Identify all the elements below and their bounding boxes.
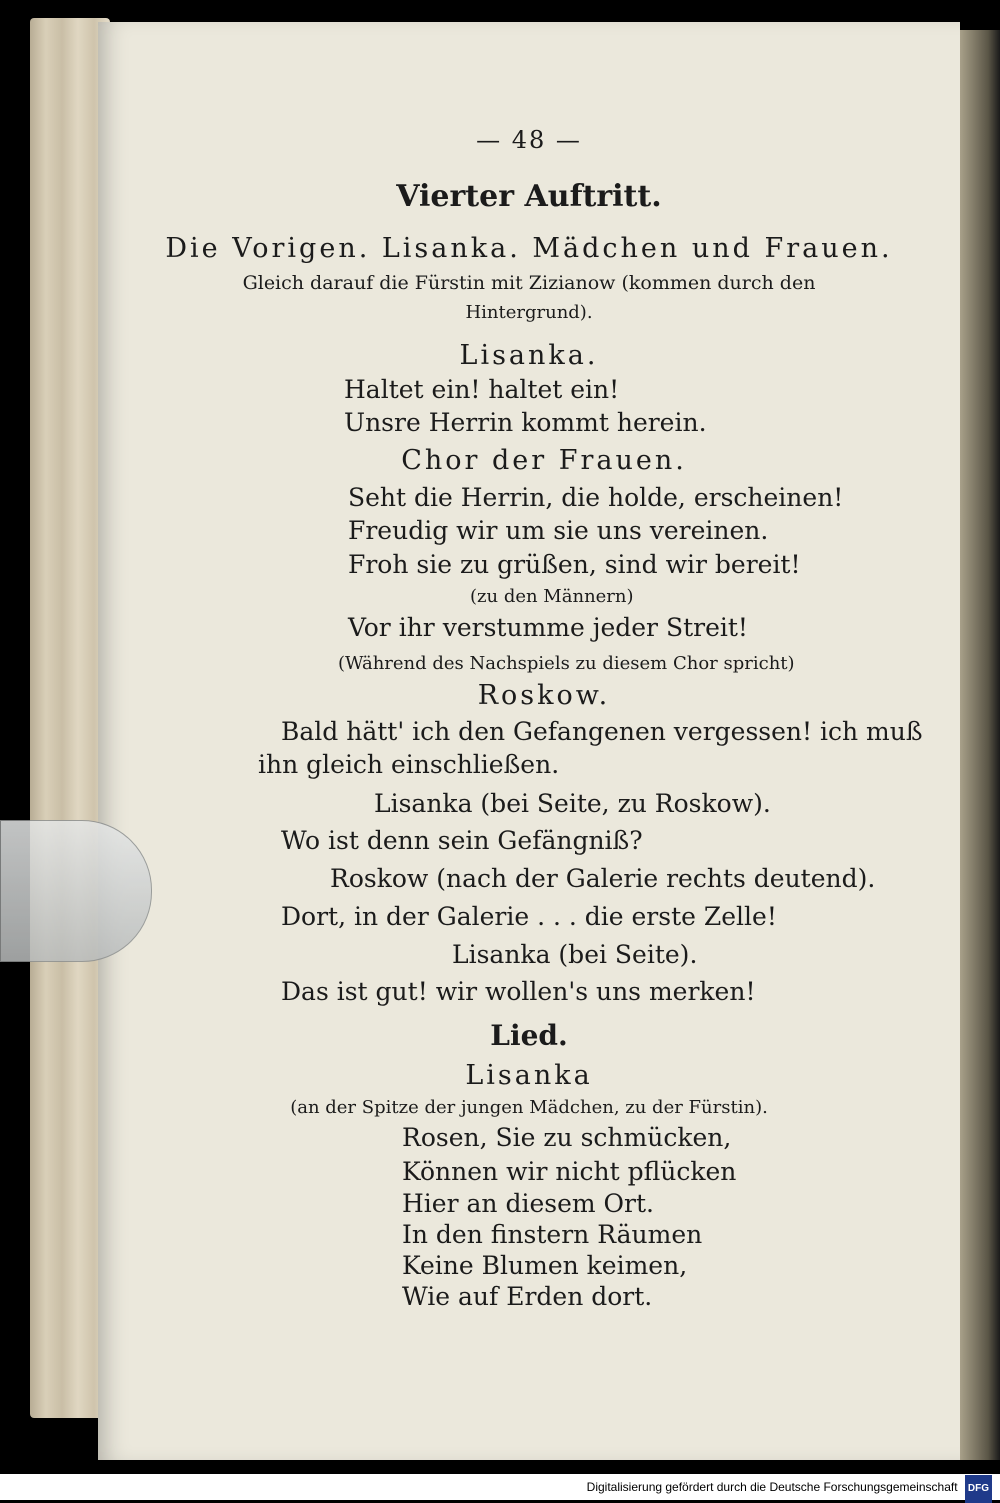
chor-line-2: Freudig wir um sie uns vereinen. <box>348 516 769 545</box>
chor-line-1: Seht die Herrin, die holde, erscheinen! <box>348 483 844 512</box>
page-clip <box>0 820 152 962</box>
page-number: — 48 — <box>476 126 582 154</box>
speaker-roskow-pointing: Roskow (nach der Galerie rechts deutend). <box>330 864 876 893</box>
book-spine-edge <box>960 30 1000 1460</box>
chor-line-3: Froh sie zu grüßen, sind wir bereit! <box>348 550 801 579</box>
lied-heading: Lied. <box>490 1019 568 1052</box>
digitization-footer <box>0 1474 1000 1500</box>
lisanka-remark: Das ist gut! wir wollen's uns merken! <box>281 977 756 1006</box>
cast-line-2: Gleich darauf die Fürstin mit Zizianow (kommen durch den <box>242 272 816 294</box>
chor-direction: (zu den Männern) <box>470 586 634 607</box>
cast-line-1: Die Vorigen. Lisanka. Mädchen und Frauen. <box>165 233 893 264</box>
speaker-roskow: Roskow. <box>477 680 611 711</box>
roskow-answer: Dort, in der Galerie . . . die erste Zelle! <box>281 902 777 931</box>
lied-direction: (an der Spitze der jungen Mädchen, zu der Fürstin). <box>290 1097 768 1118</box>
roskow-line-1: Bald hätt' ich den Gefangenen vergessen! ich muß <box>281 717 923 746</box>
book-page <box>98 22 960 1460</box>
dfg-logo: DFG <box>965 1475 992 1503</box>
lied-speaker: Lisanka <box>465 1060 593 1091</box>
roskow-line-2: ihn gleich einschließen. <box>258 750 560 779</box>
lisanka-line-2: Unsre Herrin kommt herein. <box>344 408 707 437</box>
cast-line-3: Hintergrund). <box>465 302 593 323</box>
scene-title: Vierter Auftritt. <box>396 179 662 214</box>
lied-line-3: Hier an diesem Ort. <box>402 1189 654 1218</box>
speaker-lisanka-aside: Lisanka (bei Seite, zu Roskow). <box>374 789 771 818</box>
lied-line-6: Wie auf Erden dort. <box>402 1282 653 1311</box>
lied-line-2: Können wir nicht pflücken <box>402 1157 737 1186</box>
speaker-lisanka-seite: Lisanka (bei Seite). <box>452 940 698 969</box>
lied-line-4: In den finstern Räumen <box>402 1220 703 1249</box>
lisanka-question: Wo ist denn sein Gefängniß? <box>281 826 643 855</box>
stage-direction: (Während des Nachspiels zu diesem Chor spricht) <box>338 653 795 674</box>
lisanka-line-1: Haltet ein! haltet ein! <box>344 375 620 404</box>
footer-text: Digitalisierung gefördert durch die Deutsche Forschungsgemeinschaft <box>586 1480 958 1494</box>
lied-line-1: Rosen, Sie zu schmücken, <box>402 1123 732 1152</box>
speaker-lisanka: Lisanka. <box>459 340 599 371</box>
lied-line-5: Keine Blumen keimen, <box>402 1251 688 1280</box>
speaker-chor: Chor der Frauen. <box>401 445 687 476</box>
chor-line-4: Vor ihr verstumme jeder Streit! <box>348 613 748 642</box>
